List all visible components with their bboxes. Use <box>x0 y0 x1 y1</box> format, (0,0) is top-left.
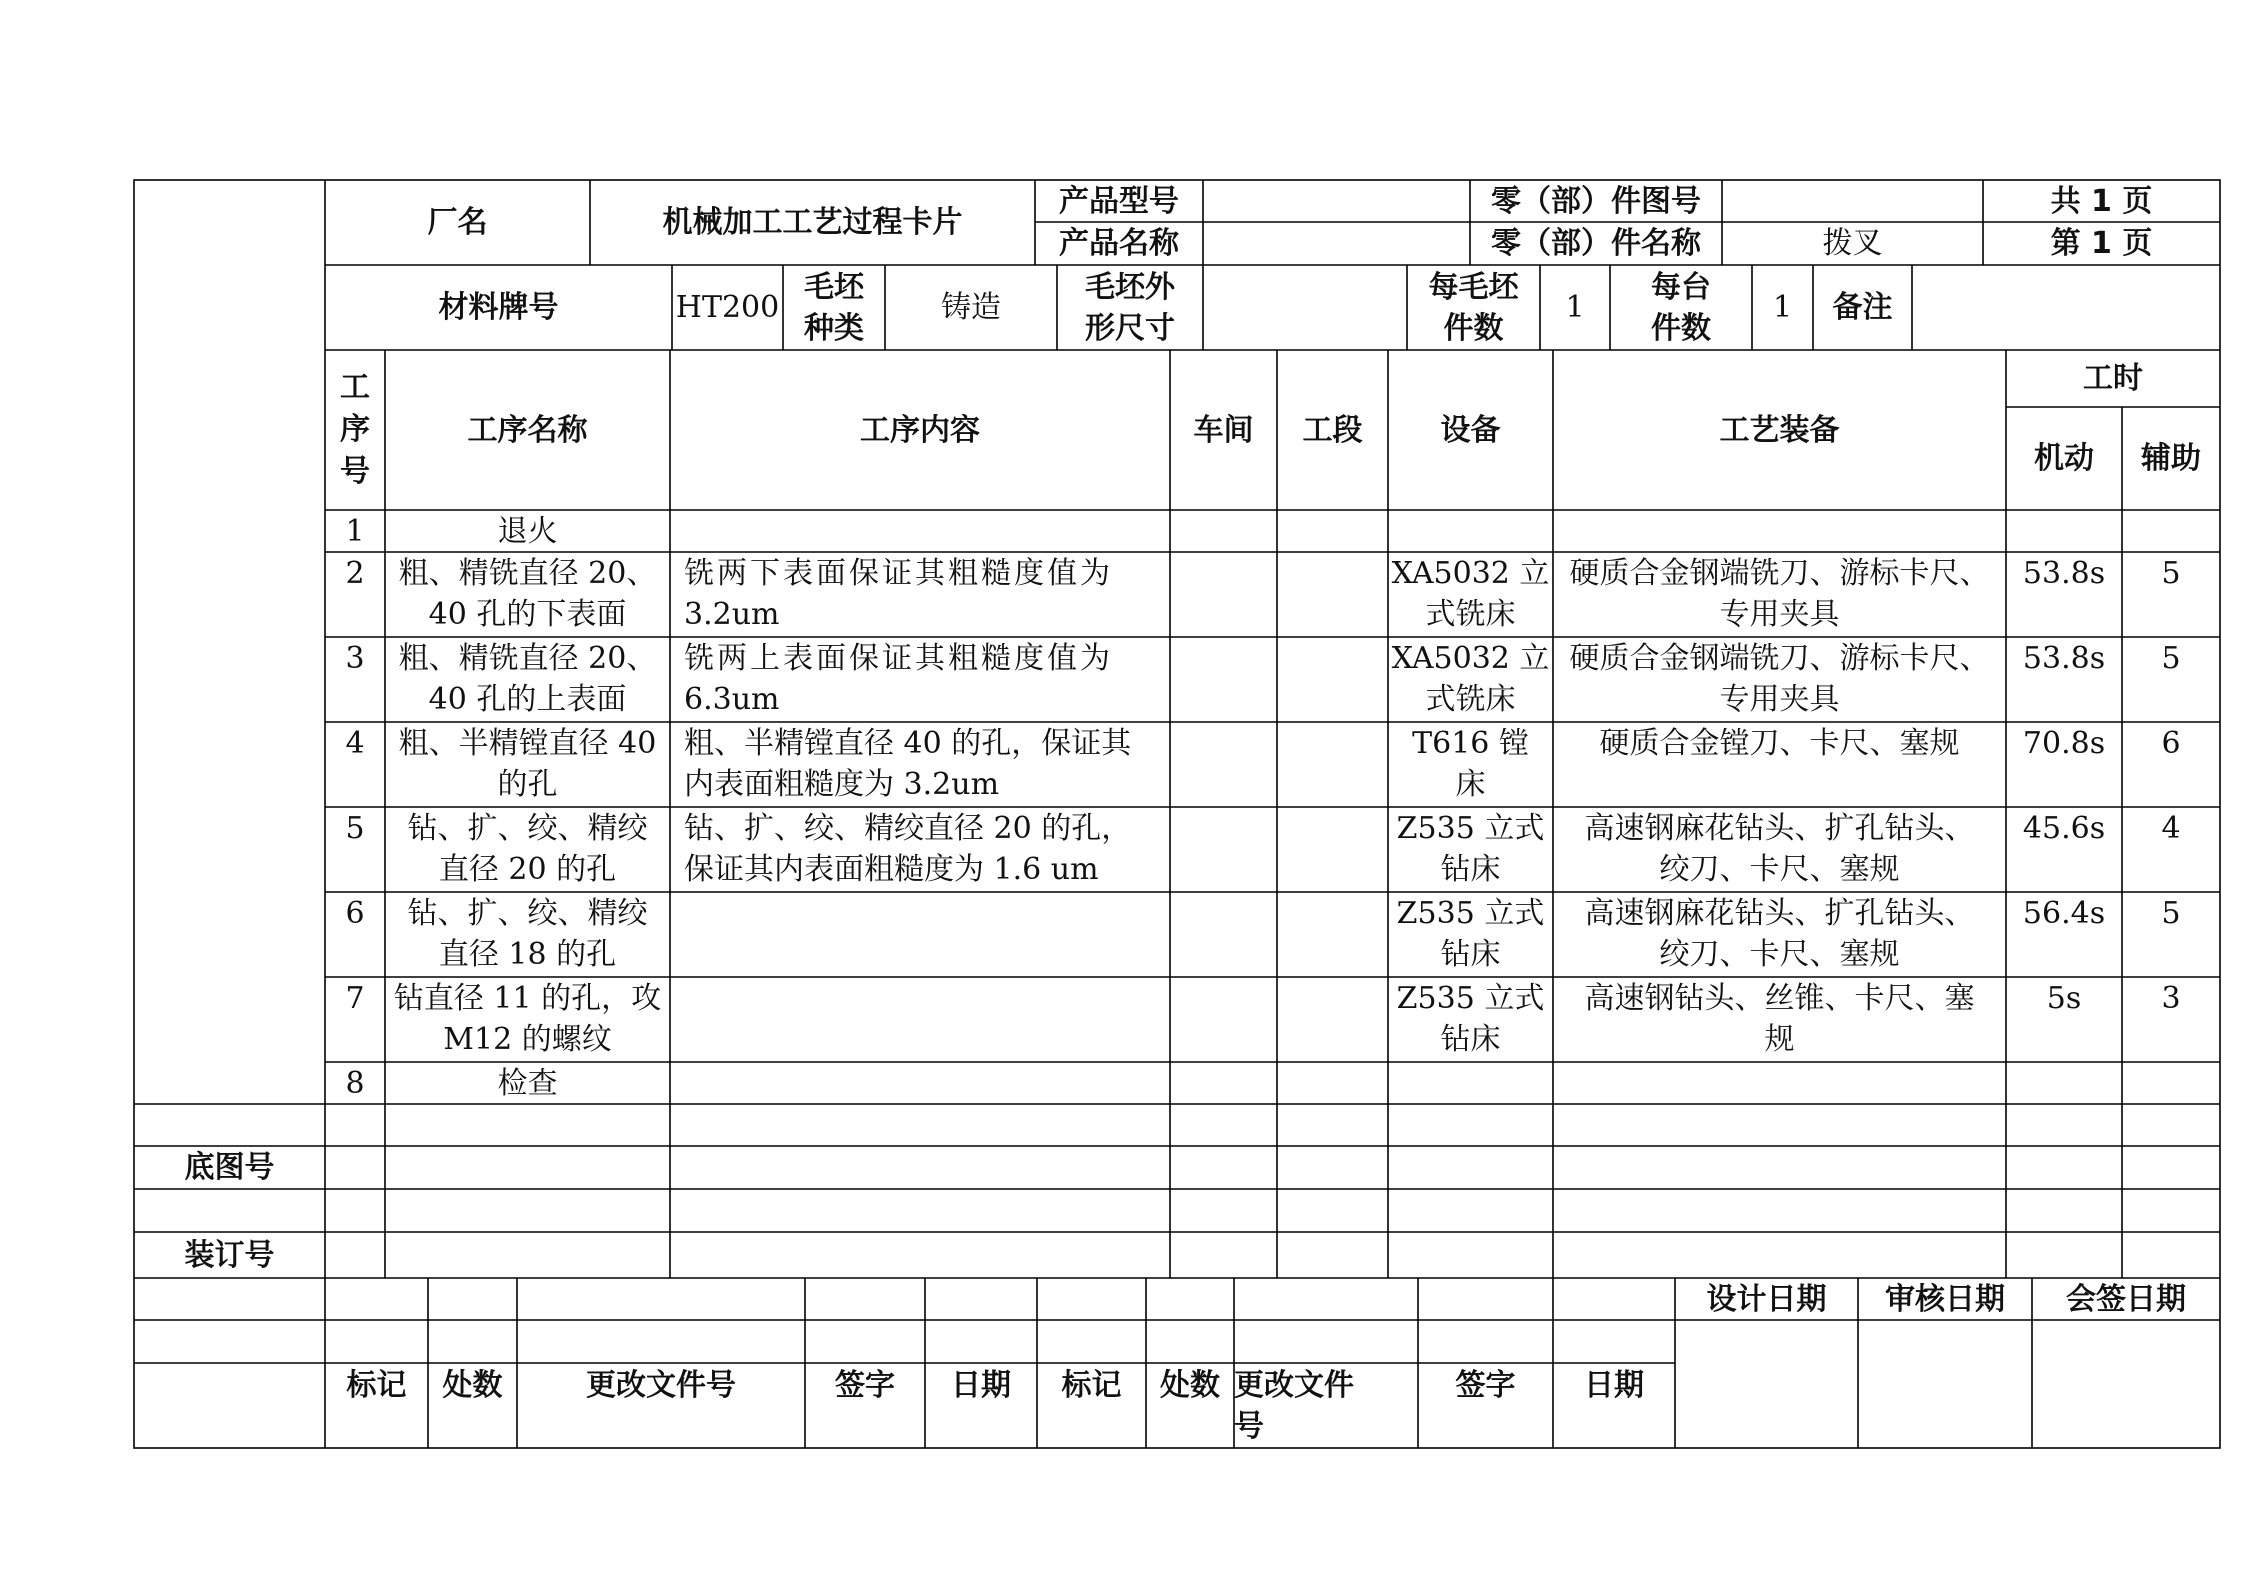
row-5-name <box>385 808 670 892</box>
row-3-content <box>670 638 1170 722</box>
row-4-aux-time: 6 <box>2161 726 2181 761</box>
row-2-no: 2 <box>345 556 365 591</box>
row-2-name-line1: 粗、精铣直径 20、 <box>398 556 657 591</box>
col-seq-no-char2: 序 <box>340 412 370 447</box>
pieces-per-blank-label-line1: 每毛坯 <box>1428 269 1519 305</box>
part-name-label: 零（部）件名称 <box>1491 226 1701 261</box>
footer-signature-1: 签字 <box>835 1368 895 1403</box>
row-7-aux-time: 3 <box>2161 981 2181 1016</box>
row-5-tooling-line1: 高速钢麻花钻头、扩孔钻头、 <box>1584 811 1975 846</box>
row-6-no: 6 <box>345 896 365 931</box>
base-drawing-no-label: 底图号 <box>184 1150 275 1185</box>
row-1-name: 退火 <box>497 513 558 549</box>
row-4-equipment-line2: 床 <box>1455 767 1486 802</box>
row-6-machine-time: 56.4s <box>2022 896 2106 931</box>
pieces-per-blank-label <box>1407 265 1540 350</box>
row-3-equipment <box>1388 638 1553 722</box>
row-3-tooling-line2: 专用夹具 <box>1719 682 1840 717</box>
row-3-content-line1: 铣两上表面保证其粗糙度值为 <box>684 641 1113 676</box>
row-5-equipment-line1: Z535 立式 <box>1396 811 1545 846</box>
row-3-name <box>385 638 670 722</box>
product-name-value <box>1203 222 1470 265</box>
col-section: 工段 <box>1302 412 1363 448</box>
row-4-content <box>670 723 1170 807</box>
blank-size-label-line1: 毛坯外 <box>1085 269 1175 305</box>
row-6-equipment-line1: Z535 立式 <box>1396 896 1545 931</box>
footer-change-doc-no-1: 更改文件号 <box>586 1368 736 1403</box>
row-6-tooling <box>1553 893 2006 977</box>
row-8-name: 检查 <box>497 1065 558 1101</box>
row-3-content-line2: 6.3um <box>684 682 780 717</box>
footer-mark-2: 标记 <box>1061 1368 1122 1403</box>
row-6-equipment-line2: 钻床 <box>1440 937 1501 972</box>
row-5-machine-time: 45.6s <box>2022 811 2106 846</box>
row-3-tooling-line1: 硬质合金钢端铣刀、游标卡尺、 <box>1569 641 1990 676</box>
row-3-aux-time: 5 <box>2161 641 2181 676</box>
row-2-name-line2: 40 孔的下表面 <box>428 597 627 632</box>
row-8-no: 8 <box>345 1065 365 1101</box>
footer-date-2: 日期 <box>1584 1368 1644 1403</box>
per-machine-label <box>1610 265 1752 350</box>
row-4-name-line2: 的孔 <box>497 767 558 802</box>
review-date-label: 审核日期 <box>1885 1281 2005 1317</box>
row-6-name <box>385 893 670 977</box>
countersign-date-label: 会签日期 <box>2066 1281 2186 1317</box>
card-title: 机械加工工艺过程卡片 <box>662 205 963 240</box>
footer-change-doc-no-2 <box>1234 1363 1418 1448</box>
row-2-tooling <box>1553 553 2006 637</box>
row-3-equipment-line2: 式铣床 <box>1425 682 1516 717</box>
row-6-name-line2: 直径 18 的孔 <box>438 937 617 972</box>
pieces-per-blank-label-line2: 件数 <box>1443 310 1504 346</box>
row-7-name-line2: M12 的螺纹 <box>443 1022 612 1057</box>
row-2-content-line1: 铣两下表面保证其粗糙度值为 <box>684 556 1113 591</box>
row-4-name-line1: 粗、半精镗直径 40 <box>398 726 657 761</box>
footer-count-1: 处数 <box>442 1368 503 1403</box>
row-4-content-line2: 内表面粗糙度为 3.2um <box>684 767 1000 802</box>
row-2-tooling-line2: 专用夹具 <box>1719 597 1840 632</box>
row-2-tooling-line1: 硬质合金钢端铣刀、游标卡尺、 <box>1569 556 1990 591</box>
row-6-name-line1: 钻、扩、绞、精绞 <box>407 896 648 931</box>
footer-change-doc-no-2-line2: 号 <box>1234 1409 1264 1444</box>
row-3-machine-time: 53.8s <box>2022 641 2106 676</box>
footer-change-doc-no-2-line1: 更改文件 <box>1234 1368 1354 1403</box>
row-3-equipment-line1: XA5032 立 <box>1391 641 1550 676</box>
blank-type-value: 铸造 <box>941 290 1001 325</box>
row-5-tooling-line2: 绞刀、卡尺、塞规 <box>1659 852 1900 887</box>
row-7-equipment <box>1388 978 1553 1062</box>
blank-size-label-line2: 形尺寸 <box>1085 310 1175 346</box>
row-4-content-line1: 粗、半精镗直径 40 的孔，保证其 <box>684 726 1132 761</box>
material-grade-label: 材料牌号 <box>438 290 559 325</box>
page-number: 第 1 页 <box>2050 226 2153 261</box>
row-2-equipment-line2: 式铣床 <box>1425 597 1516 632</box>
row-2-aux-time: 5 <box>2161 556 2181 591</box>
col-tooling: 工艺装备 <box>1719 412 1840 448</box>
row-6-aux-time: 5 <box>2161 896 2181 931</box>
total-pages: 共 1 页 <box>2050 183 2153 219</box>
row-5-equipment-line2: 钻床 <box>1440 852 1501 887</box>
blank-type-label-line1: 毛坯 <box>804 269 864 305</box>
col-seq-no <box>325 350 385 510</box>
row-4-tooling: 硬质合金镗刀、卡尺、塞规 <box>1599 726 1960 761</box>
row-3-no: 3 <box>345 641 365 676</box>
col-equipment: 设备 <box>1440 412 1501 448</box>
per-machine-value: 1 <box>1772 290 1793 325</box>
part-drawing-no-label: 零（部）件图号 <box>1491 183 1701 219</box>
row-5-name-line1: 钻、扩、绞、精绞 <box>407 811 648 846</box>
blank-size-label <box>1057 265 1203 350</box>
product-name-label: 产品名称 <box>1059 226 1179 261</box>
product-model-label: 产品型号 <box>1059 183 1179 219</box>
col-process-content: 工序内容 <box>860 412 980 448</box>
col-workshop: 车间 <box>1193 412 1254 448</box>
row-2-name <box>385 553 670 637</box>
row-6-tooling-line2: 绞刀、卡尺、塞规 <box>1659 937 1900 972</box>
col-seq-no-char1: 工 <box>340 370 370 405</box>
part-name-value: 拨叉 <box>1822 226 1883 261</box>
row-2-equipment <box>1388 553 1553 637</box>
row-5-name-line2: 直径 20 的孔 <box>438 852 617 887</box>
blank-type-label-line2: 种类 <box>804 310 864 346</box>
row-2-content <box>670 553 1170 637</box>
row-7-name <box>385 978 670 1062</box>
row-7-tooling-line1: 高速钢钻头、丝锥、卡尺、塞 <box>1584 981 1975 1016</box>
row-6-equipment <box>1388 893 1553 977</box>
row-4-equipment-line1: T616 镗 <box>1412 726 1529 761</box>
row-2-content-line2: 3.2um <box>684 597 780 632</box>
remark-value <box>1912 265 2220 350</box>
col-process-name: 工序名称 <box>467 412 588 448</box>
design-date-label: 设计日期 <box>1706 1281 1827 1317</box>
row-7-tooling <box>1553 978 2006 1062</box>
row-6-tooling-line1: 高速钢麻花钻头、扩孔钻头、 <box>1584 896 1975 931</box>
row-3-tooling <box>1553 638 2006 722</box>
blank-size-value <box>1203 265 1407 350</box>
row-2-equipment-line1: XA5032 立 <box>1391 556 1550 591</box>
product-model-value <box>1203 180 1470 222</box>
row-5-content <box>670 808 1170 892</box>
factory-label: 厂名 <box>427 205 488 240</box>
row-7-no: 7 <box>345 981 365 1016</box>
row-3-name-line1: 粗、精铣直径 20、 <box>398 641 657 676</box>
footer-date-1: 日期 <box>951 1368 1011 1403</box>
row-7-equipment-line1: Z535 立式 <box>1396 981 1545 1016</box>
remark-label: 备注 <box>1832 290 1893 325</box>
col-seq-no-char3: 号 <box>340 454 370 489</box>
footer-count-2: 处数 <box>1160 1368 1220 1403</box>
blank-type-label <box>783 265 885 350</box>
binding-no-label: 装订号 <box>184 1237 275 1273</box>
part-drawing-no-value <box>1722 180 1983 222</box>
row-7-name-line1: 钻直径 11 的孔，攻 <box>393 981 662 1016</box>
row-7-tooling-line2: 规 <box>1764 1022 1795 1057</box>
row-5-content-line2: 保证其内表面粗糙度为 1.6 um <box>684 852 1099 887</box>
pieces-per-blank-value: 1 <box>1565 290 1585 325</box>
row-7-machine-time: 5s <box>2046 981 2082 1016</box>
row-4-no: 4 <box>345 726 365 761</box>
row-1-no: 1 <box>345 513 365 549</box>
row-7-equipment-line2: 钻床 <box>1440 1022 1501 1057</box>
row-5-equipment <box>1388 808 1553 892</box>
per-machine-label-line2: 件数 <box>1651 310 1711 346</box>
row-5-content-line1: 钻、扩、绞、精绞直径 20 的孔， <box>684 811 1132 846</box>
footer-mark-1: 标记 <box>346 1368 407 1403</box>
row-5-aux-time: 4 <box>2161 811 2181 846</box>
row-2-machine-time: 53.8s <box>2022 556 2106 591</box>
material-grade-value: HT200 <box>675 290 780 325</box>
col-work-hours: 工时 <box>2083 361 2143 396</box>
row-4-equipment <box>1388 723 1553 807</box>
row-5-no: 5 <box>345 811 365 846</box>
footer-signature-2: 签字 <box>1455 1368 1516 1403</box>
row-3-name-line2: 40 孔的上表面 <box>428 682 627 717</box>
col-machine-time: 机动 <box>2034 441 2094 476</box>
col-aux-time: 辅助 <box>2141 441 2201 476</box>
row-4-name <box>385 723 670 807</box>
row-4-machine-time: 70.8s <box>2022 726 2106 761</box>
per-machine-label-line1: 每台 <box>1651 269 1711 305</box>
row-5-tooling <box>1553 808 2006 892</box>
